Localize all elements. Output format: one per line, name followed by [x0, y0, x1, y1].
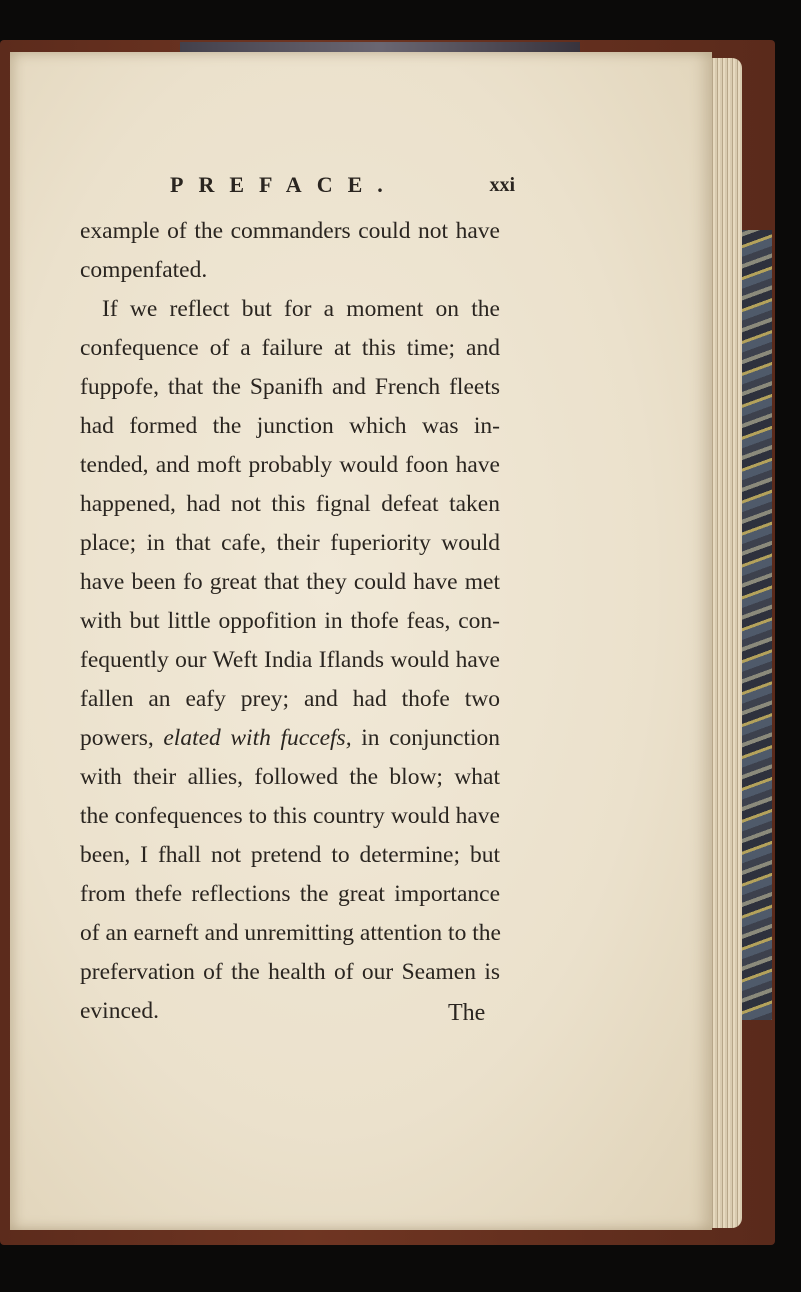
- text-line: If we reflect but for a moment on the: [102, 296, 500, 322]
- text-line: from thefe reflections the great importance: [80, 881, 500, 907]
- text-line: fallen an eafy prey; and had thofe two: [80, 686, 500, 712]
- text-line: of an earneft and unremitting attention to the: [80, 920, 501, 946]
- text-line-mixed: [80, 719, 500, 758]
- text-line: evinced.: [80, 998, 159, 1024]
- italic-phrase: elated with fuccefs,: [163, 725, 352, 751]
- text-line: fequently our Weft India Iflands would have: [80, 647, 500, 673]
- text-line: have been fo great that they could have met: [80, 569, 500, 595]
- text-line: prefervation of the health of our Seamen is: [80, 959, 500, 985]
- text-line: the confequences to this country would have: [80, 803, 500, 829]
- page-top-edge: [180, 42, 580, 52]
- text-line: been, I fhall not pretend to determine; but: [80, 842, 500, 868]
- text-line: place; in that cafe, their fuperiority would: [80, 530, 500, 556]
- text-fragment: powers,: [80, 725, 154, 751]
- text-line: with their allies, followed the blow; what: [80, 764, 500, 790]
- page-number: xxi: [489, 174, 515, 196]
- text-line: tended, and moft probably would foon have: [80, 452, 500, 478]
- text-line: example of the commanders could not have: [80, 218, 500, 244]
- text-line: with but little oppofition in thofe feas, con-: [80, 608, 500, 634]
- catchword: The: [448, 1000, 486, 1026]
- text-line: had formed the junction which was in-: [80, 413, 500, 439]
- body-text: [80, 212, 500, 1031]
- text-line: compenfated.: [80, 257, 208, 283]
- text-line: confequence of a failure at this time; and: [80, 335, 500, 361]
- running-title: PREFACE.: [170, 172, 398, 197]
- text-line: fuppofe, that the Spanifh and French fleets: [80, 374, 500, 400]
- text-fragment: in conjunction: [361, 725, 501, 751]
- text-line: happened, had not this fignal defeat taken: [80, 491, 500, 517]
